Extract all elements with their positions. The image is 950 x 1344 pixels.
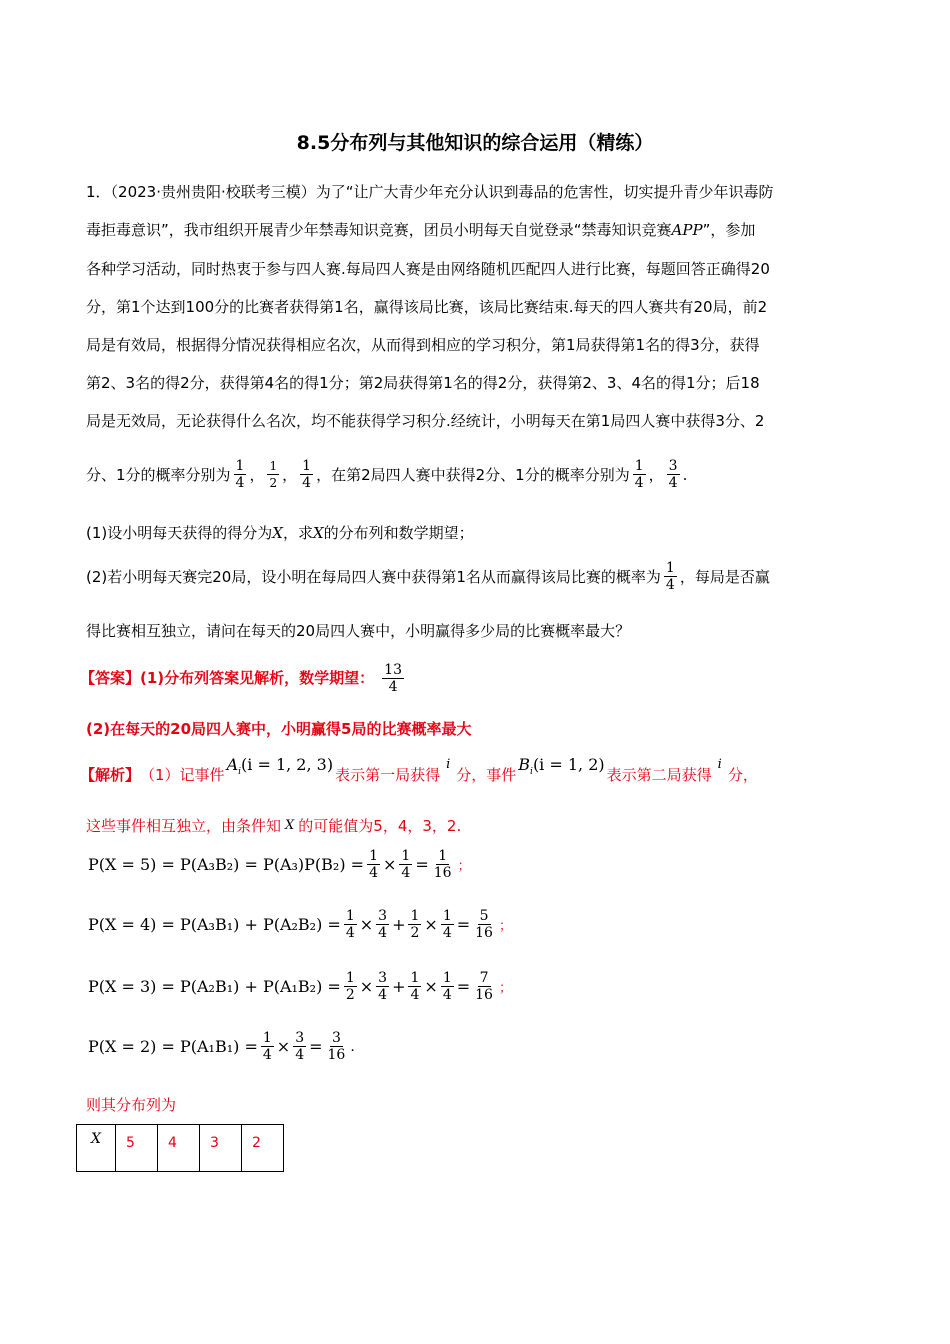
fraction: $\frac{1}{4}$ bbox=[401, 848, 411, 881]
analysis-text: （1）记事件 bbox=[140, 766, 225, 784]
table-header-cell: X bbox=[77, 1125, 116, 1172]
distribution-intro: 则其分布列为 bbox=[86, 1096, 177, 1114]
fraction: $\frac{3}{16}$ bbox=[327, 1030, 346, 1063]
answer-line-1 bbox=[80, 658, 860, 698]
table-cell: 5 bbox=[116, 1125, 158, 1172]
index-i: i bbox=[717, 757, 722, 772]
fraction: $\frac{1}{16}$ bbox=[433, 848, 452, 881]
part-2 bbox=[86, 560, 866, 593]
question-text: 毒拒毒意识”，我市组织开展青少年禁毒知识竞赛，团员小明每天自觉登录“禁毒知识竞赛 bbox=[86, 221, 672, 239]
question-line-3: 各种学习活动，同时热衷于参与四人赛.每局四人赛是由网络随机匹配四人进行比赛，每题回答正确得20 bbox=[86, 260, 770, 278]
event-b-formula: $B_i(i = 1$, 2) bbox=[518, 755, 605, 778]
fraction: $\frac{1}{4}$ bbox=[665, 560, 675, 593]
answer-line-2: (2)在每天的20局四人赛中，小明赢得5局的比赛概率最大 bbox=[86, 720, 472, 738]
fraction: $\frac{1}{4}$ bbox=[634, 458, 644, 491]
analysis-text: 这些事件相互独立，由条件知 bbox=[86, 817, 282, 835]
question-text: (2)若小明每天赛完20局，设小明在每局四人赛中获得第1名从而赢得该局比赛的概率为 bbox=[86, 567, 661, 586]
index-i: i bbox=[446, 757, 451, 772]
distribution-table bbox=[76, 1124, 284, 1172]
fraction: $\frac{13}{4}$ bbox=[384, 661, 402, 695]
fraction: $\frac{1}{4}$ bbox=[302, 458, 312, 491]
analysis-line-1 bbox=[80, 754, 860, 786]
fraction: $\frac{1}{4}$ bbox=[262, 1030, 272, 1063]
fraction: $\frac{7}{16}$ bbox=[475, 970, 493, 1003]
analysis-text: 表示第一局获得 bbox=[335, 766, 441, 784]
fraction: $\frac{1}{2}$ bbox=[345, 970, 355, 1003]
question-line-1: 1．（2023·贵州贵阳·校联考三模）为了“让广大青少年充分认识到毒品的危害性，切实提升青少年识毒防 bbox=[86, 183, 774, 201]
equation-x2: P(X = 2) = P(A₁B₁) = $\frac{1}{4}$ × $\frac{3}{4}$ = $\frac{3}{16}$ . bbox=[88, 1030, 355, 1063]
fraction: $\frac{3}{4}$ bbox=[378, 970, 388, 1003]
answer-label: 【答案】 bbox=[80, 669, 141, 687]
analysis-line-2 bbox=[86, 815, 866, 837]
fraction: $\frac{1}{2}$ bbox=[410, 908, 420, 941]
variable-x: X bbox=[285, 818, 295, 833]
fraction: $\frac{3}{4}$ bbox=[295, 1030, 305, 1063]
fraction: $\frac{1}{4}$ bbox=[410, 970, 420, 1003]
equation-x5: P(X = 5) = P(A₃B₂) = P(A₃)P(B₂) = $\frac{1}{4}$ × $\frac{1}{4}$ = $\frac{1}{16}$ ； bbox=[88, 848, 471, 881]
question-line-2 bbox=[86, 219, 866, 241]
page-title: 8.5分布列与其他知识的综合运用（精练） bbox=[296, 132, 654, 154]
variable-x: X bbox=[272, 524, 283, 542]
fraction: $\frac{3}{4}$ bbox=[378, 908, 388, 941]
fraction: $\frac{1}{2}$ bbox=[269, 459, 278, 490]
question-line-7: 局是无效局，无论获得什么名次，均不能获得学习积分.经统计，小明每天在第1局四人赛中获得3分、2 bbox=[86, 412, 765, 430]
fraction: $\frac{1}{4}$ bbox=[345, 908, 355, 941]
part-2-line-2: 得比赛相互独立，请问在每天的20局四人赛中，小明赢得多少局的比赛概率最大？ bbox=[86, 622, 631, 640]
app-label: APP bbox=[671, 221, 703, 239]
fraction: $\frac{1}{4}$ bbox=[442, 970, 452, 1003]
analysis-text: 分，事件 bbox=[456, 766, 517, 784]
part-1 bbox=[86, 522, 866, 544]
table-cell: 4 bbox=[158, 1125, 200, 1172]
question-text: 的分布列和数学期望； bbox=[323, 524, 474, 542]
equation-x3: P(X = 3) = P(A₂B₁) + P(A₁B₂) = $\frac{1}{2}$ × $\frac{3}{4}$ + $\frac{1}{4}$ × $\frac{1}{4}$ = $\frac{7}{16}$ ； bbox=[88, 970, 512, 1003]
question-text: ”，参加 bbox=[702, 221, 756, 239]
analysis-text: 的可能值为5，4，3，2. bbox=[298, 817, 462, 835]
question-line-8: 分、1分的概率分别为 $\frac{1}{4}$ ， $\frac{1}{2}$ ， $\frac{1}{4}$ ，在第2局四人赛中获得2分、1分的概率分别为 $\frac{1}{4}$ ， $\frac{3}{4}$ . bbox=[86, 458, 688, 491]
analysis-text: 分， bbox=[727, 766, 758, 784]
equation-x4: P(X = 4) = P(A₃B₁) + P(A₂B₂) = $\frac{1}{4}$ × $\frac{3}{4}$ + $\frac{1}{2}$ × $\frac{1}{4}$ = $\frac{5}{16}$ ； bbox=[88, 908, 512, 941]
table-cell: 2 bbox=[242, 1125, 284, 1172]
fraction: $\frac{1}{4}$ bbox=[442, 908, 452, 941]
fraction: $\frac{1}{4}$ bbox=[369, 848, 378, 881]
variable-x: X bbox=[312, 524, 324, 542]
fraction: $\frac{5}{16}$ bbox=[475, 908, 493, 941]
answer-text: (1)分布列答案见解析，数学期望： bbox=[140, 669, 375, 687]
analysis-label: 【解析】 bbox=[80, 766, 141, 784]
question-line-4: 分，第1个达到100分的比赛者获得第1名，赢得该局比赛，该局比赛结束.每天的四人赛共有20局，前2 bbox=[86, 298, 768, 316]
question-text: ，在第2局四人赛中获得2分、1分的概率分别为 bbox=[316, 465, 630, 484]
question-text: ，每局是否赢 bbox=[679, 567, 770, 586]
fraction: $\frac{3}{4}$ bbox=[668, 458, 678, 491]
fraction: $\frac{1}{4}$ bbox=[235, 458, 245, 491]
event-a-formula: $A_i(i = 1$, 2, 3) bbox=[226, 755, 334, 778]
question-line-5: 局是有效局，根据得分情况获得相应名次，从而得到相应的学习积分，第1局获得第1名的得3分，获得 bbox=[86, 336, 760, 354]
question-line-6: 第2、3名的得2分，获得第4名的得1分；第2局获得第1名的得2分，获得第2、3、4名的得1分；后18 bbox=[86, 374, 760, 392]
question-text: 分、1分的概率分别为 bbox=[86, 465, 231, 484]
analysis-text: 表示第二局获得 bbox=[606, 766, 712, 784]
table-cell: 3 bbox=[200, 1125, 242, 1172]
question-text: ，求 bbox=[282, 524, 313, 542]
question-text: (1)设小明每天获得的得分为 bbox=[86, 524, 273, 542]
table-row bbox=[77, 1125, 284, 1172]
